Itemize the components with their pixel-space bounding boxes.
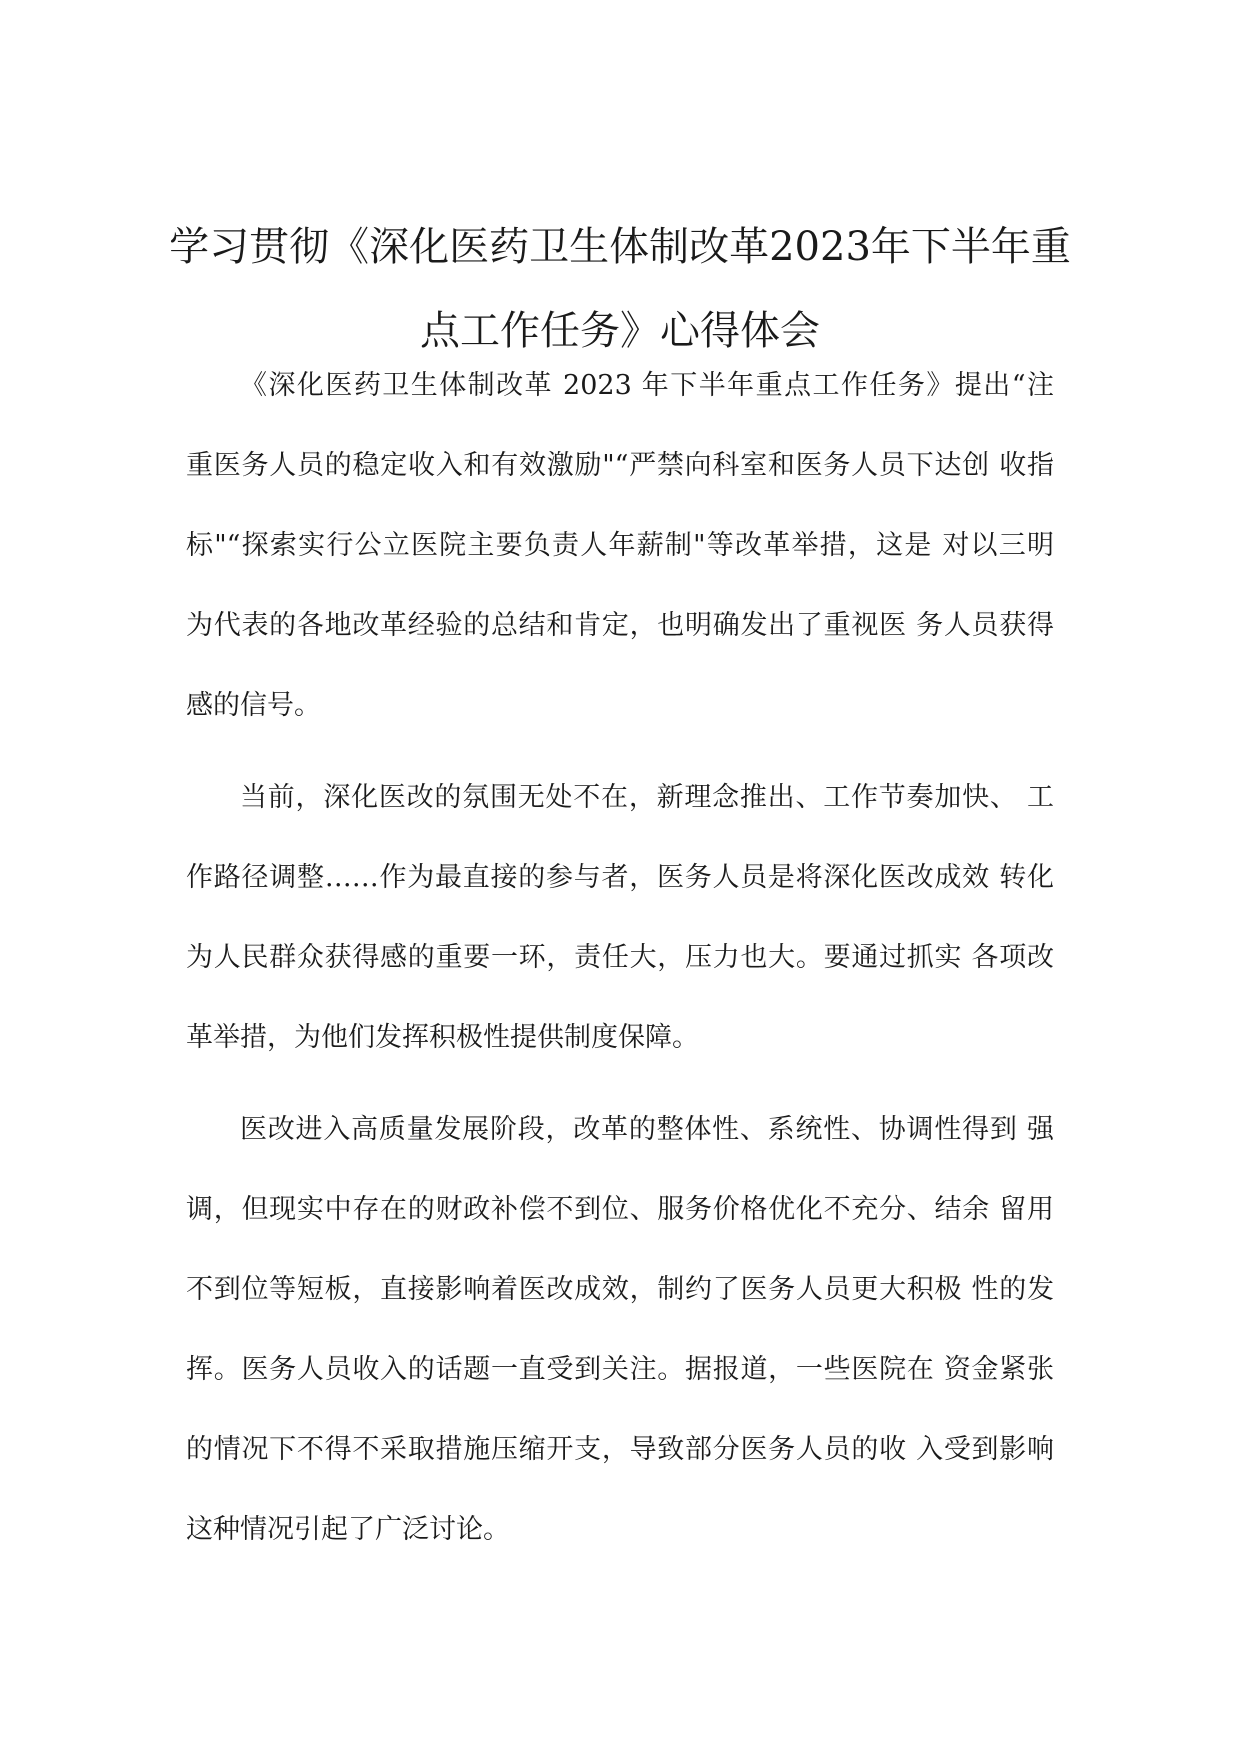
- paragraph-line: 《深化医药卫生体制改革 2023 年下半年重点工作任务》提出“注: [240, 370, 1054, 401]
- paragraph-line: 不到位等短板，直接影响着医改成效，制约了医务人员更大积极 性的发: [186, 1274, 1054, 1305]
- paragraph-line: 的情况下不得不采取措施压缩开支，导致部分医务人员的收 入受到影响: [186, 1434, 1054, 1465]
- paragraph-line: 为代表的各地改革经验的总结和肯定，也明确发出了重视医 务人员获得: [186, 610, 1054, 641]
- title-line-1: 学习贯彻《深化医药卫生体制改革2023年下半年重: [169, 223, 1071, 270]
- paragraph-line: 感的信号。: [186, 690, 321, 721]
- paragraph-3: [186, 1090, 1054, 1570]
- paragraph-line: 革举措，为他们发挥积极性提供制度保障。: [186, 1022, 699, 1053]
- title-line-2: 点工作任务》心得体会: [420, 307, 820, 354]
- paragraph-line: 标"“探索实行公立医院主要负责人年薪制"等改革举措，这是 对以三明: [186, 530, 1054, 561]
- paragraph-1: [186, 346, 1054, 746]
- paragraph-line: 为人民群众获得感的重要一环，责任大，压力也大。要通过抓实 各项改: [186, 942, 1054, 973]
- paragraph-line: 调，但现实中存在的财政补偿不到位、服务价格优化不充分、结余 留用: [186, 1194, 1054, 1225]
- paragraph-line: 重医务人员的稳定收入和有效激励"“严禁向科室和医务人员下达创 收指: [186, 450, 1054, 481]
- paragraph-line: 医改进入高质量发展阶段，改革的整体性、系统性、协调性得到 强: [240, 1114, 1054, 1145]
- paragraph-line: 作路径调整……作为最直接的参与者，医务人员是将深化医改成效 转化: [186, 862, 1054, 893]
- paragraph-line: 当前，深化医改的氛围无处不在，新理念推出、工作节奏加快、 工: [240, 782, 1054, 813]
- paragraph-2: [186, 758, 1054, 1078]
- paragraph-line: 这种情况引起了广泛讨论。: [186, 1514, 510, 1545]
- paragraph-line: 挥。医务人员收入的话题一直受到关注。据报道，一些医院在 资金紧张: [186, 1354, 1054, 1385]
